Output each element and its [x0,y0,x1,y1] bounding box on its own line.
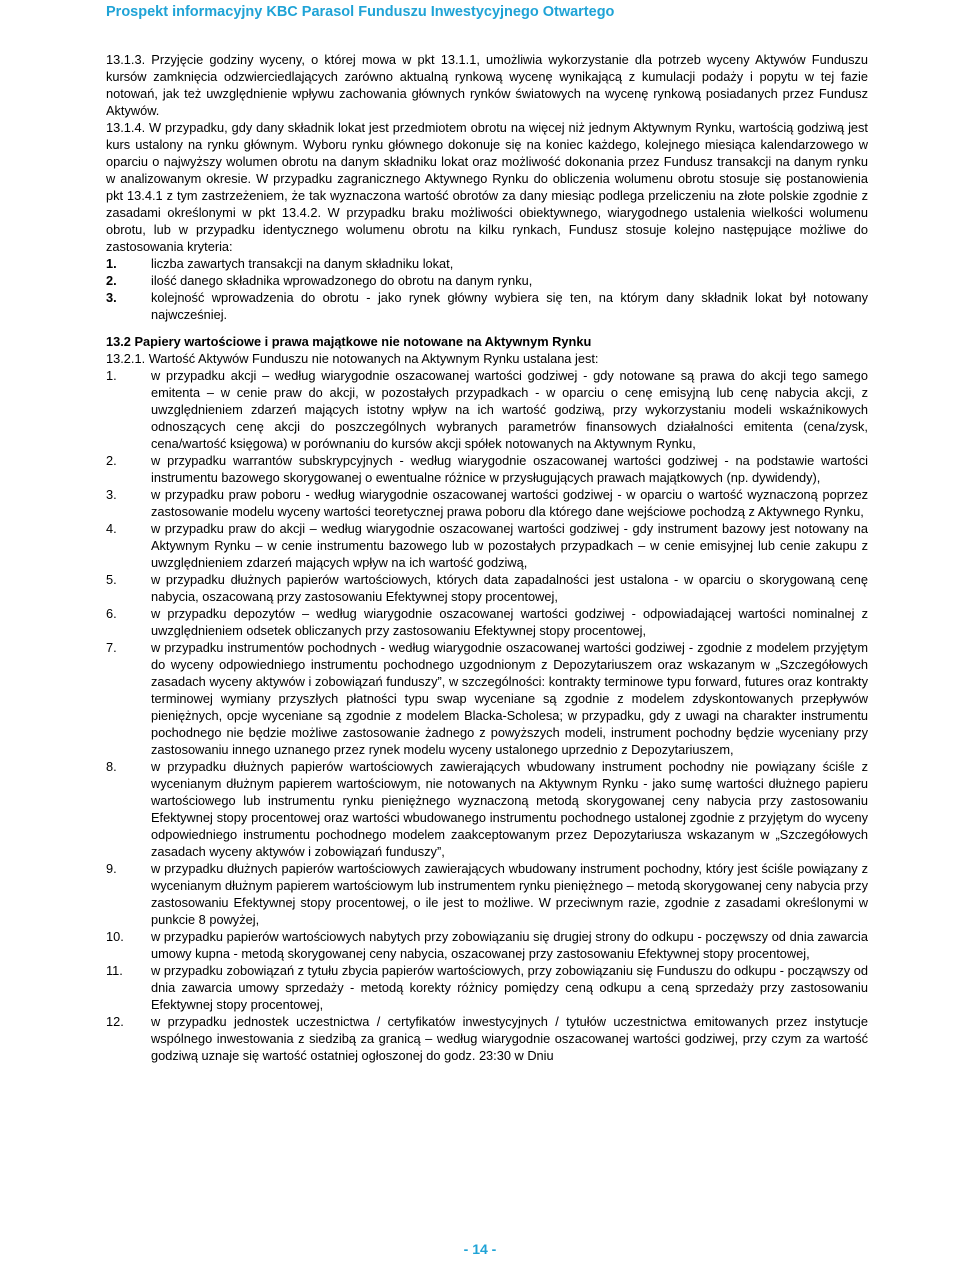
list-item-text: w przypadku akcji – według wiarygodnie oszacowanej wartości godziwej - gdy notowane są prawa do akcji tego samego emitenta – w cenie praw do akcji, w pozostałych przypadkach - w oparciu o cenę emisyjną lub cenę nabycia akcji, z uwzględnieniem zdarzeń mających istotny wpływ na ich wartość godziwą, przy wykorzystaniu modeli wskaźnikowych odnoszących cenę akcji do poszczególnych wybranych parametrów finansowych działalności emitenta (cena/zysk, cena/wartość księgowa) w porównaniu do kursów akcji spółek notowanych na Aktywnym Rynku, [151,368,868,451]
list-item-number: 12. [106,1014,124,1029]
list-item-text: w przypadku instrumentów pochodnych - według wiarygodnie oszacowanej wartości godziwej - zgodnie z modelem przyjętym do wyceny odpowiedniego instrumentu pochodnego uzgodnionym z Depozytariuszem oraz wskazanym w „Szczegółowych zasadach wyceny aktywów i zobowiązań funduszy”, w szczególności: kontrakty terminowe typu forward, futures oraz kontrakty terminowej wymiany przyszłych płatności typu swap wyceniane są zgodnie z modelem zdyskontowanych przepływów pieniężnych, opcje wyceniane są zgodnie z modelem Blacka-Scholesa; w przypadku, gdy z uwagi na charakter instrumentu pochodnego nie będzie możliwe zastosowanie żadnego z powyższych modeli, instrument pochodny będzie wyceniany przy zastosowaniu innego uznanego przez rynek modelu wyceny ustalonego uprzednio z Depozytariuszem, [151,640,868,757]
list-item-number: 9. [106,861,117,876]
list-item-text: w przypadku praw poboru - według wiarygodnie oszacowanej wartości godziwej - w oparciu o wartość wyznaczoną poprzez zastosowanie modelu wyceny wartości teoretycznej prawa poboru dla którego dane wejściowe pochodzą z Aktywnego Rynku, [151,487,868,519]
list-item-number: 3. [106,487,117,502]
list-item [106,571,868,605]
paragraph-13-1-3: 13.1.3. Przyjęcie godziny wyceny, o której mowa w pkt 13.1.1, umożliwia wykorzystanie dla potrzeb wyceny Aktywów Funduszu kursów zamknięcia odzwierciedlających zarówno aktualną rynkową wycenę wynikającą z kumulacji podaży i popytu w tej fazie notowań, jak też uwzględnienie wpływu zachowania głównych rynków światowych na wycenę rynkową posiadanych przez Fundusz Aktywów. [106,52,868,118]
page-number-footer [0,1241,960,1257]
document-header [106,4,940,20]
document-body [106,51,868,1064]
list-item-text: w przypadku papierów wartościowych nabytych przy zobowiązaniu się drugiej strony do odkupu - poczęwszy od dnia zawarcia umowy kupna - metodą skorygowanej ceny nabycia, oszacowanej przy zastosowaniu Efektywnej stopy procentowej, [151,929,868,961]
criteria-list [106,255,868,323]
page-number: - 14 - [463,1241,497,1257]
paragraph-13-2-1: 13.2.1. Wartość Aktywów Funduszu nie notowanych na Aktywnym Rynku ustalana jest: [106,351,599,366]
list-item-text: liczba zawartych transakcji na danym składniku lokat, [151,256,454,271]
header-title: Prospekt informacyjny KBC Parasol Funduszu Inwestycyjnego Otwartego [106,4,615,20]
list-item-text: w przypadku dłużnych papierów wartościowych zawierających wbudowany instrument pochodny nie powiązany ściśle z wycenianym dłużnym papierem wartościowym, nie notowanych na Aktywnym Rynku - jako sumę wartości dłużnego papieru wartościowego lub instrumentu rynku pieniężnego wyznaczoną metodą skorygowanej ceny nabycia przy zastosowaniu Efektywnej stopy procentowej oraz wartości wbudowanego instrumentu pochodnego ustalonej zgodnie z przyjętym do wyceny odpowiedniego instrumentu pochodnego modelem zaakceptowanym przez Depozytariusza wskazanym w „Szczegółowych zasadach wyceny aktywów i zobowiązań funduszy”, [151,759,868,859]
list-item-number: 2. [106,453,117,468]
list-item-number: 11. [106,963,123,978]
list-item [106,860,868,928]
list-item-number: 7. [106,640,117,655]
list-item-number: 1. [106,368,117,383]
list-item-number: 4. [106,521,117,536]
list-item-number: 2. [106,273,117,288]
list-item-text: w przypadku dłużnych papierów wartościowych, których data zapadalności jest ustalona - w oparciu o skorygowaną cenę nabycia, oszacowaną przy zastosowaniu Efektywnej stopy procentowej, [151,572,868,604]
section-spacer [106,323,868,333]
list-item [106,758,868,860]
list-item-number: 10. [106,929,124,944]
list-item-text: w przypadku praw do akcji – według wiarygodnie oszacowanej wartości godziwej - gdy instrument bazowy jest notowany na Aktywnym Rynku – w cenie instrumentu bazowego lub w pozostałych przypadkach – w cenie emisyjnej lub cenie zakupu z uwzględnieniem zdarzeń mających wpływ na ich wartość godziwą, [151,521,868,570]
list-item-number: 8. [106,759,117,774]
list-item [106,255,868,272]
list-item-number: 5. [106,572,117,587]
list-item [106,367,868,452]
list-item [106,520,868,571]
valuation-list [106,367,868,1064]
list-item-number: 3. [106,290,117,305]
list-item [106,289,868,323]
list-item [106,452,868,486]
list-item-number: 1. [106,256,117,271]
list-item-text: w przypadku depozytów – według wiarygodnie oszacowanej wartości godziwej - odpowiadającej wartości nominalnej z uwzględnieniem odsetek obliczanych przy zastosowaniu Efektywnej stopy procentowej, [151,606,868,638]
paragraph-13-1-4: 13.1.4. W przypadku, gdy dany składnik lokat jest przedmiotem obrotu na więcej niż jednym Aktywnym Rynku, wartością godziwą jest kurs ustalony na rynku głównym. Wyboru rynku głównego dokonuje się na koniec każdego, kolejnego miesiąca kalendarzowego w oparciu o najwyższy wolumen obrotu na danym składniku lokat oraz możliwość dokonania przez Fundusz transakcji na danym rynku w analizowanym okresie. W przypadku zagranicznego Aktywnego Rynku do obliczenia wolumenu obrotu stosuje się postanowienia pkt 13.4.1 z tym zastrzeżeniem, że tak wyznaczona wartość obrotów za dany miesiąc podlega przeliczeniu na złote polskie zgodnie z zasadami określonymi w pkt 13.4.2. W przypadku braku możliwości obiektywnego, wiarygodnego ustalenia wielkości wolumenu obrotu, lub w przypadku identycznego wolumenu obrotu na kilku rynkach, Fundusz stosuje kolejno następujące możliwe do zastosowania kryteria: [106,120,868,254]
list-item [106,486,868,520]
list-item-text: w przypadku dłużnych papierów wartościowych zawierających wbudowany instrument pochodny, który jest ściśle powiązany z wycenianym dłużnym papierem wartościowym lub instrumentem rynku pieniężnego – metodą skorygowanej ceny nabycia przy zastosowaniu Efektywnej stopy procentowej, o ile jest to możliwe. W przeciwnym razie, zgodnie z zasadami określonymi w punkcie 8 powyżej, [151,861,868,927]
list-item-text: ilość danego składnika wprowadzonego do obrotu na danym rynku, [151,273,533,288]
list-item [106,272,868,289]
list-item-number: 6. [106,606,117,621]
list-item-text: kolejność wprowadzenia do obrotu - jako rynek główny wybiera się ten, na którym dany składnik lokat był notowany najwcześniej. [151,290,868,322]
list-item [106,639,868,758]
list-item-text: w przypadku jednostek uczestnictwa / certyfikatów inwestycyjnych / tytułów uczestnictwa emitowanych przez instytucje wspólnego inwestowania z siedzibą za granicą – według wiarygodnie oszacowanej wartości godziwej, przy czym za wartość godziwą uznaje się wartość ostatniej ogłoszonej do godz. 23:30 w Dniu [151,1014,868,1063]
list-item [106,1013,868,1064]
list-item [106,605,868,639]
list-item-text: w przypadku warrantów subskrypcyjnych - według wiarygodnie oszacowanej wartości godziwej - na podstawie wartości instrumentu bazowego skorygowanej o ewentualne różnice w przysługujących prawach majątkowych (np. dywidendy), [151,453,868,485]
list-item [106,928,868,962]
list-item-text: w przypadku zobowiązań z tytułu zbycia papierów wartościowych, przy zobowiązaniu się Funduszu do odkupu - począwszy od dnia zawarcia umowy sprzedaży - metodą korekty różnicy pomiędzy ceną odkupu a ceną sprzedaży przy zastosowaniu Efektywnej stopy procentowej, [151,963,868,1012]
section-heading-13-2: 13.2 Papiery wartościowe i prawa majątkowe nie notowane na Aktywnym Rynku [106,334,592,349]
list-item [106,962,868,1013]
